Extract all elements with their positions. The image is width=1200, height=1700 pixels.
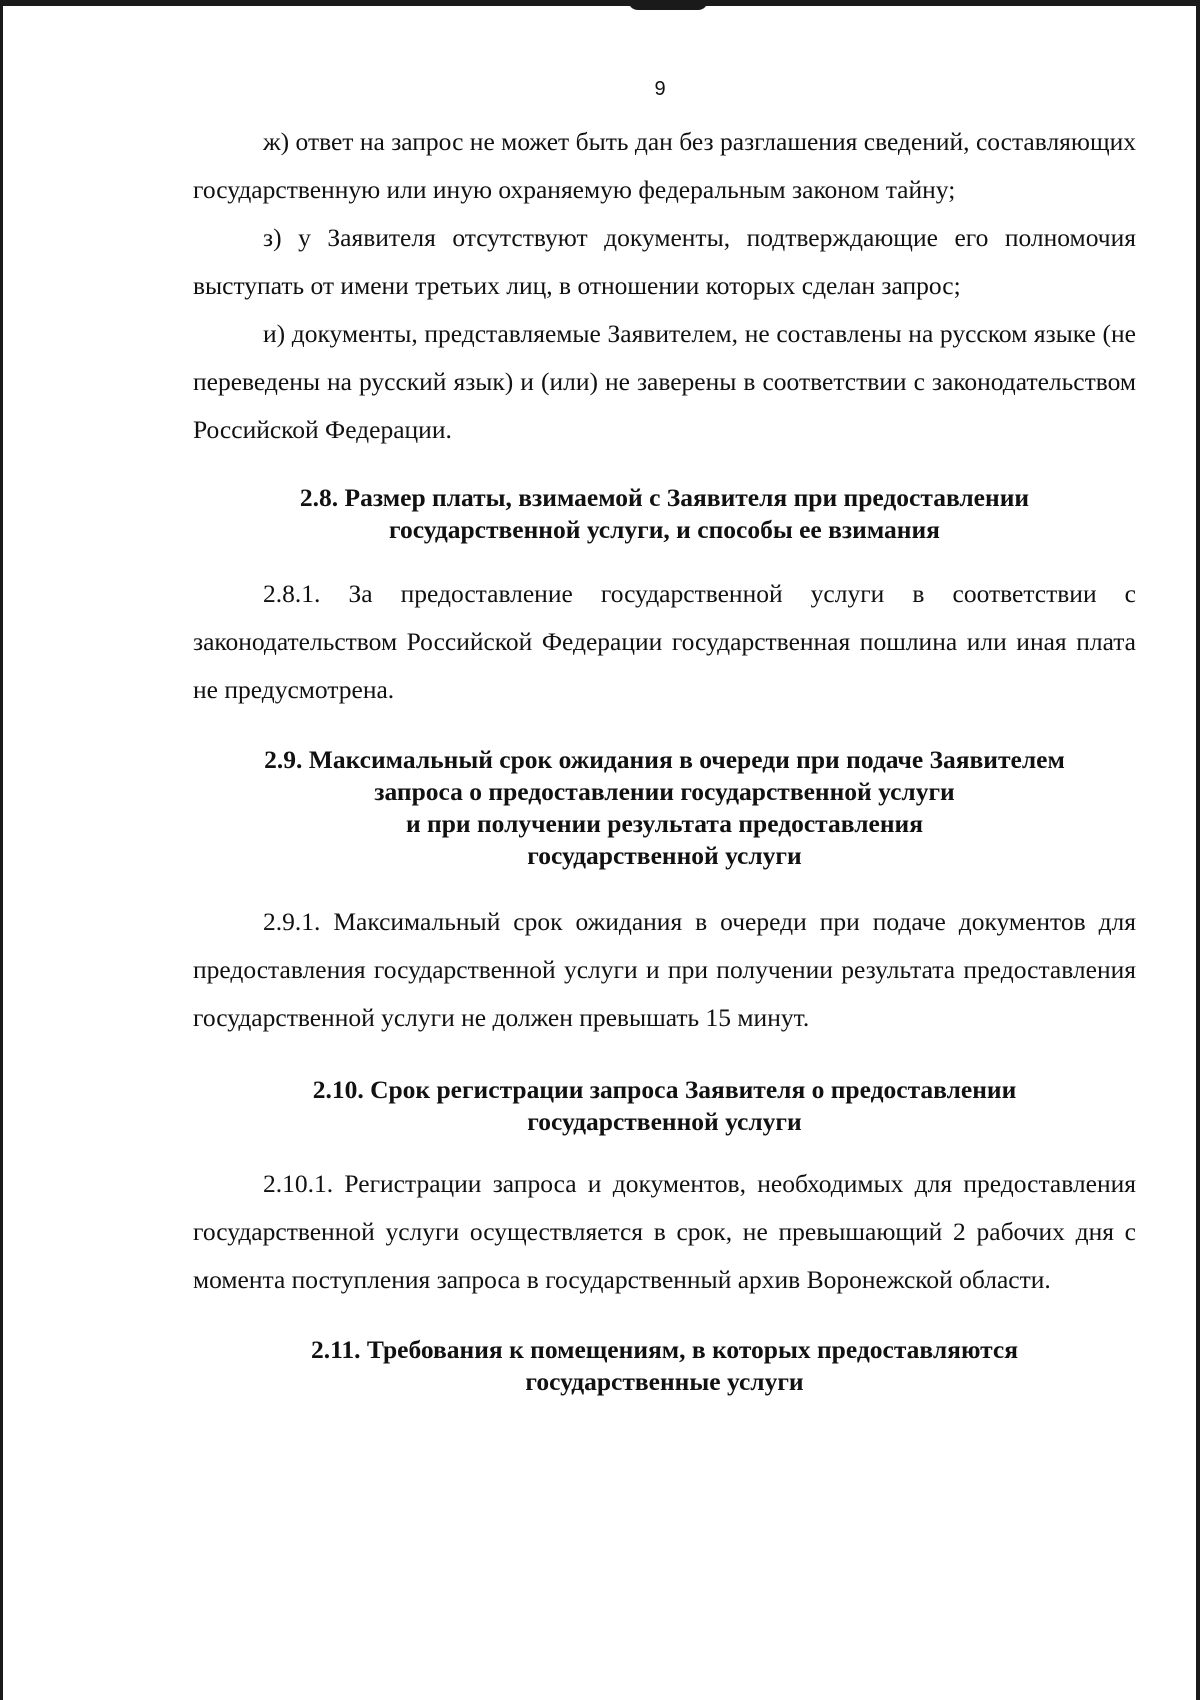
paragraph-item-zh: ж) ответ на запрос не может быть дан без разглашения сведений, составляющих государственную или иную охраняемую федеральным законом тайну; xyxy=(193,127,1136,204)
scan-notch xyxy=(628,0,708,10)
scan-border-left xyxy=(0,0,3,1700)
page-number: 9 xyxy=(654,78,666,100)
heading-line: 2.9. Максимальный срок ожидания в очереди при подаче Заявителем xyxy=(264,745,1065,774)
heading-line: государственной услуги xyxy=(527,1107,802,1136)
heading-line: государственные услуги xyxy=(525,1367,804,1396)
paragraph-item-i: и) документы, представляемые Заявителем, не составлены на русском языке (не переведены на русский язык) и (или) не заверены в соответствии с законодательством Российской Федерации. xyxy=(193,319,1136,444)
section-heading-2-9 xyxy=(193,744,1136,872)
section-heading-2-11 xyxy=(193,1334,1136,1398)
document-body xyxy=(193,118,1136,1398)
scan-border-top xyxy=(0,0,1200,6)
heading-line: 2.10. Срок регистрации запроса Заявителя о предоставлении xyxy=(312,1075,1017,1104)
paragraph-item-z: з) у Заявителя отсутствуют документы, подтверждающие его полномочия выступать от имени третьих лиц, в отношении которых сделан запрос; xyxy=(193,223,1136,300)
scan-border-right xyxy=(1196,0,1200,1700)
paragraph-2-9-1: 2.9.1. Максимальный срок ожидания в очереди при подаче документов для предоставления государственной услуги и при получении результата предоставления государственной услуги не должен превышать 15 минут. xyxy=(193,907,1136,1032)
heading-line: государственной услуги xyxy=(527,841,802,870)
section-heading-2-10 xyxy=(193,1074,1136,1138)
paragraph-2-10-1: 2.10.1. Регистрации запроса и документов, необходимых для предоставления государственной услуги осуществляется в срок, не превышающий 2 рабочих дня с момента поступления запроса в государственный архив Воронежской области. xyxy=(193,1169,1136,1294)
section-heading-2-8 xyxy=(193,482,1136,546)
heading-line: 2.11. Требования к помещениям, в которых предоставляются xyxy=(310,1335,1019,1364)
heading-line: 2.8. Размер платы, взимаемой с Заявителя при предоставлении xyxy=(299,483,1030,512)
paragraph-2-8-1: 2.8.1. За предоставление государственной услуги в соответствии с законодательством Российской Федерации государственная пошлина или иная плата не предусмотрена. xyxy=(193,579,1136,704)
heading-line: и при получении результата предоставления xyxy=(405,809,923,838)
heading-line: запроса о предоставлении государственной услуги xyxy=(374,777,955,806)
heading-line: государственной услуги, и способы ее взимания xyxy=(389,515,940,544)
